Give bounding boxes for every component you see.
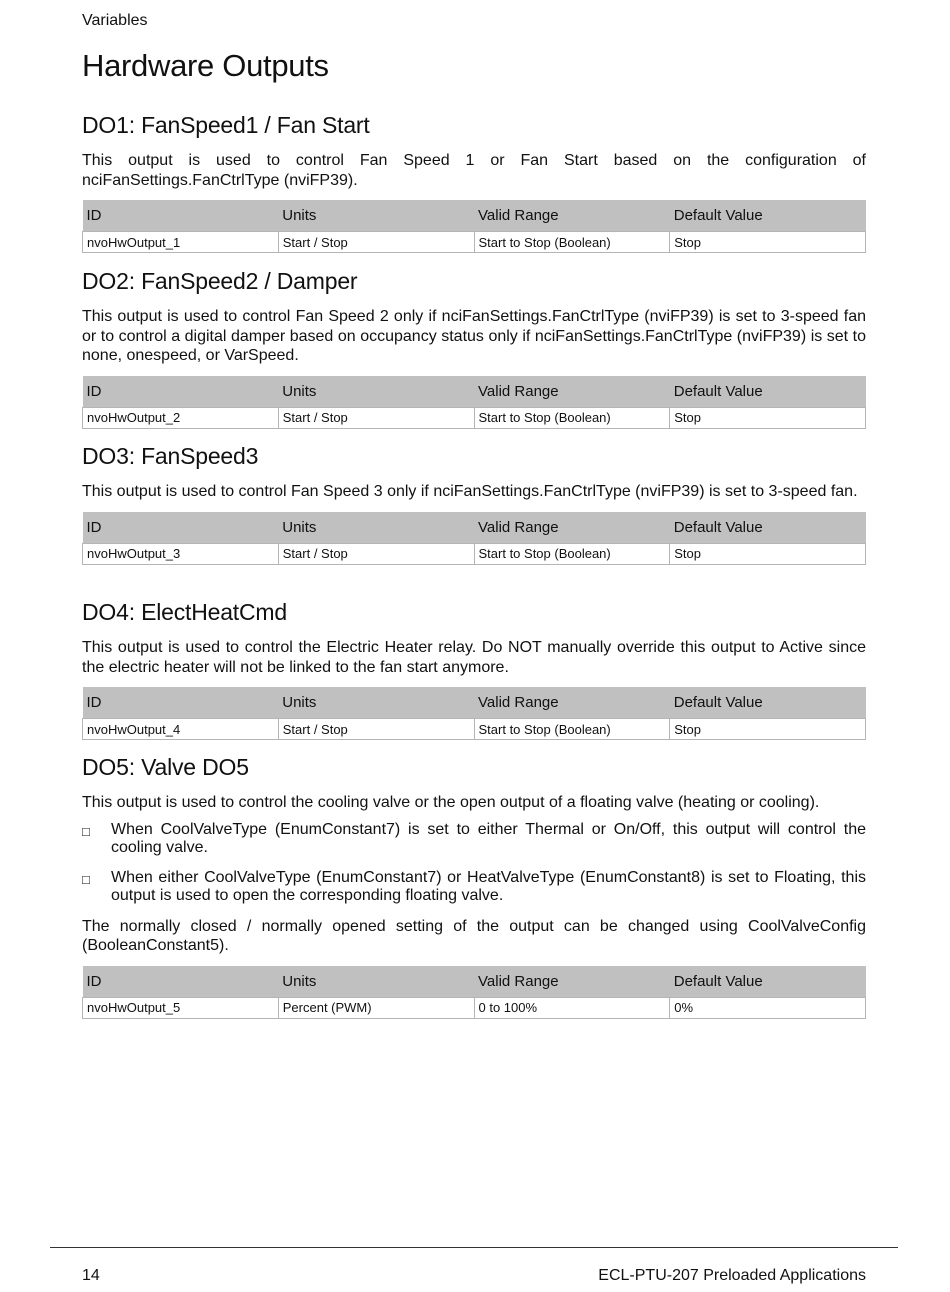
output-table <box>82 512 866 565</box>
table-cell: nvoHwOutput_1 <box>83 232 279 253</box>
column-header: Units <box>278 376 474 408</box>
bullet-list <box>82 821 866 905</box>
table-cell: 0% <box>670 997 866 1018</box>
column-header: Valid Range <box>474 200 670 232</box>
section-description: This output is used to control Fan Speed 2 only if nciFanSettings.FanCtrlType (nviFP39) is set to 3-speed fan or to control a digital damper based on occupancy status only if nciFanSettings.FanCtrlType (nviFP39) is set to none, onespeed, or VarSpeed. <box>82 308 866 364</box>
table-cell: Stop <box>670 543 866 564</box>
table-cell: nvoHwOutput_5 <box>83 997 279 1018</box>
column-header: Default Value <box>670 687 866 719</box>
column-header: Units <box>278 200 474 232</box>
table-cell: Start / Stop <box>278 232 474 253</box>
column-header: Default Value <box>670 512 866 544</box>
table-cell: nvoHwOutput_4 <box>83 719 279 740</box>
section-heading: DO1: FanSpeed1 / Fan Start <box>82 112 370 138</box>
section-heading: DO4: ElectHeatCmd <box>82 599 287 625</box>
table-header-row <box>83 966 866 998</box>
table-row <box>83 232 866 253</box>
column-header: Units <box>278 512 474 544</box>
table-cell: nvoHwOutput_2 <box>83 407 279 428</box>
column-header: Units <box>278 687 474 719</box>
running-header: Variables <box>82 12 148 29</box>
output-table <box>82 966 866 1019</box>
table-cell: 0 to 100% <box>474 997 670 1018</box>
table-cell: Start to Stop (Boolean) <box>474 407 670 428</box>
section-description: This output is used to control Fan Speed 1 or Fan Start based on the configuration of nciFanSettings.FanCtrlType (nviFP39). <box>82 152 866 189</box>
table-cell: Start to Stop (Boolean) <box>474 232 670 253</box>
output-table <box>82 376 866 429</box>
column-header: ID <box>83 512 279 544</box>
table-row <box>83 543 866 564</box>
table-row <box>83 719 866 740</box>
table-row <box>83 997 866 1018</box>
column-header: Default Value <box>670 376 866 408</box>
table-header-row <box>83 687 866 719</box>
column-header: Valid Range <box>474 687 670 719</box>
bullet-item <box>82 821 866 857</box>
output-table <box>82 687 866 740</box>
column-header: Units <box>278 966 474 998</box>
section-do3 <box>82 443 866 565</box>
section-description: This output is used to control Fan Speed 3 only if nciFanSettings.FanCtrlType (nviFP39) is set to 3-speed fan. <box>82 483 858 500</box>
checkbox-bullet-icon: □ <box>82 871 90 887</box>
column-header: Default Value <box>670 200 866 232</box>
column-header: Default Value <box>670 966 866 998</box>
footer-divider <box>50 1247 898 1248</box>
page-title: Hardware Outputs <box>82 48 329 83</box>
table-header-row <box>83 512 866 544</box>
bullet-item <box>82 869 866 905</box>
section-do5 <box>82 754 866 1019</box>
table-cell: Stop <box>670 407 866 428</box>
section-note: The normally closed / normally opened setting of the output can be changed using CoolValveConfig (BooleanConstant5). <box>82 917 866 954</box>
output-table <box>82 200 866 253</box>
column-header: ID <box>83 966 279 998</box>
footer-page-number: 14 <box>82 1267 100 1284</box>
checkbox-bullet-icon: □ <box>82 823 90 839</box>
footer-document-title: ECL-PTU-207 Preloaded Applications <box>598 1267 866 1284</box>
table-header-row <box>83 200 866 232</box>
column-header: Valid Range <box>474 376 670 408</box>
section-heading: DO5: Valve DO5 <box>82 754 249 780</box>
table-header-row <box>83 376 866 408</box>
section-do1 <box>82 112 866 253</box>
section-do2 <box>82 268 866 429</box>
table-cell: Start / Stop <box>278 407 474 428</box>
column-header: ID <box>83 200 279 232</box>
section-description: This output is used to control the cooling valve or the open output of a floating valve (heating or cooling). <box>82 794 820 811</box>
table-row <box>83 407 866 428</box>
section-description: This output is used to control the Electric Heater relay. Do NOT manually override this output to Active since the electric heater will not be linked to the fan start anymore. <box>82 639 866 676</box>
column-header: Valid Range <box>474 966 670 998</box>
table-cell: Stop <box>670 719 866 740</box>
column-header: Valid Range <box>474 512 670 544</box>
table-cell: Start to Stop (Boolean) <box>474 543 670 564</box>
column-header: ID <box>83 687 279 719</box>
section-heading: DO2: FanSpeed2 / Damper <box>82 268 358 294</box>
table-cell: Percent (PWM) <box>278 997 474 1018</box>
section-heading: DO3: FanSpeed3 <box>82 443 259 469</box>
bullet-text: When either CoolValveType (EnumConstant7) or HeatValveType (EnumConstant8) is set to Floating, this output is used to open the corresponding floating valve. <box>111 868 866 904</box>
table-cell: Start / Stop <box>278 543 474 564</box>
table-cell: Start / Stop <box>278 719 474 740</box>
table-cell: nvoHwOutput_3 <box>83 543 279 564</box>
bullet-text: When CoolValveType (EnumConstant7) is set to either Thermal or On/Off, this output will control the cooling valve. <box>111 820 866 856</box>
table-cell: Stop <box>670 232 866 253</box>
section-do4 <box>82 599 866 740</box>
column-header: ID <box>83 376 279 408</box>
table-cell: Start to Stop (Boolean) <box>474 719 670 740</box>
